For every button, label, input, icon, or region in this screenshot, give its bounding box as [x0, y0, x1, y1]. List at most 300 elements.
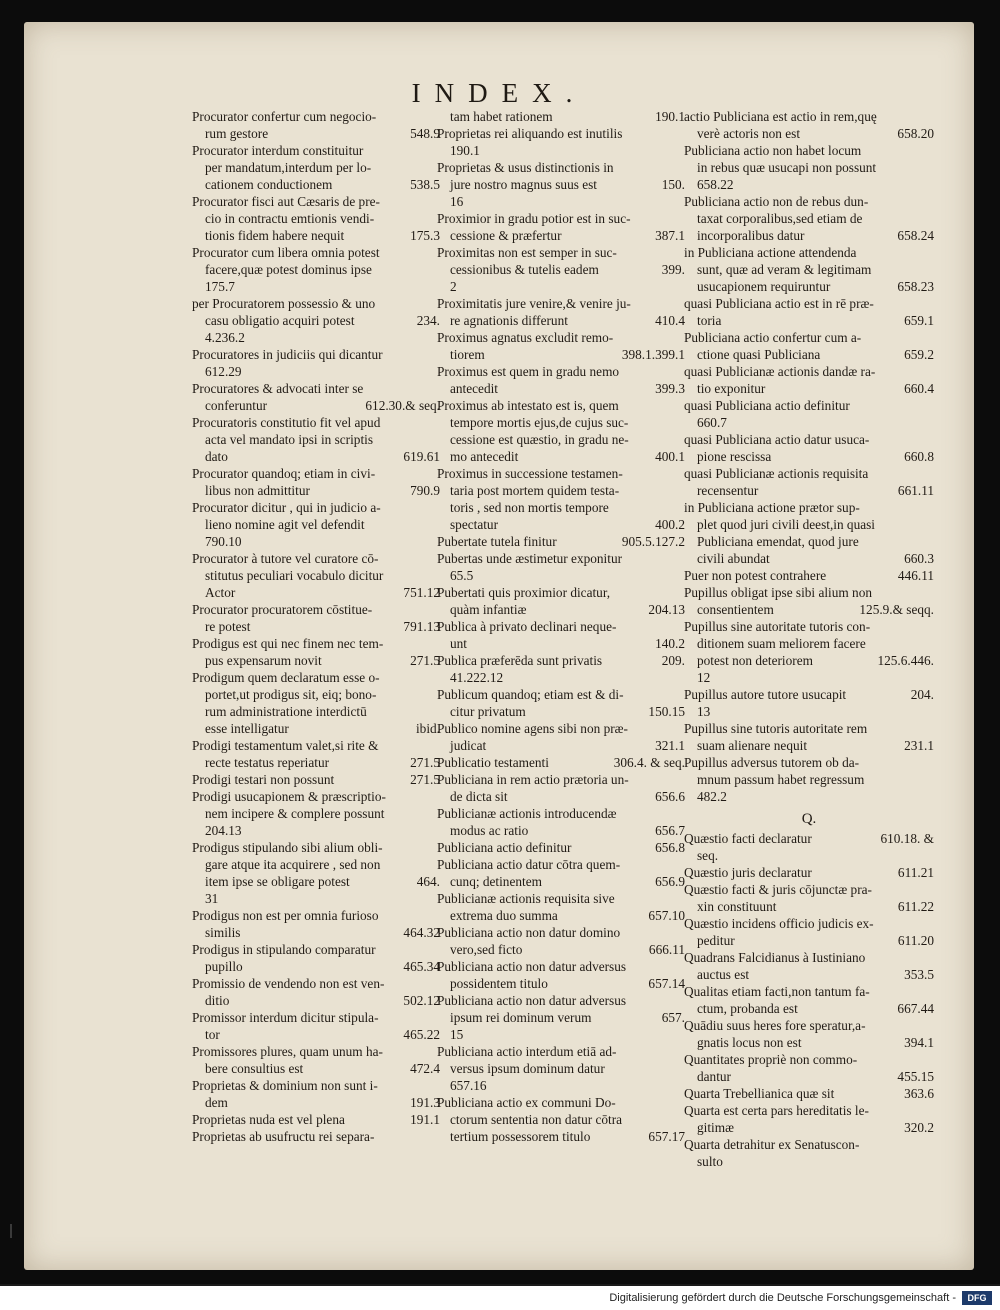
- entry-text: 65.5: [450, 568, 474, 583]
- index-entry-line: [684, 703, 934, 720]
- index-entry-line: [192, 465, 440, 482]
- index-entry-line: [192, 703, 440, 720]
- index-entry-line: [437, 941, 685, 958]
- index-entry-line: [684, 847, 934, 864]
- entry-text: quàm infantiæ: [450, 602, 527, 617]
- entry-text: cationem conductionem: [205, 177, 333, 192]
- entry-page-ref: 905.5.127.2: [621, 534, 685, 549]
- entry-text: Quādiu suus heres fore speratur,a-: [684, 1018, 866, 1033]
- entry-page-ref: 612.30.& seq.: [365, 398, 440, 413]
- index-entry-line: [684, 771, 934, 788]
- entry-text: bere consultius est: [205, 1061, 304, 1076]
- index-entry-line: [192, 380, 440, 397]
- index-entry-line: [192, 805, 440, 822]
- index-entry-line: [684, 635, 934, 652]
- entry-page-ref: 660.8: [904, 449, 934, 464]
- entry-text: gnatis locus non est: [697, 1035, 802, 1050]
- entry-text: Pubertas unde æstimetur exponitur: [437, 551, 623, 566]
- index-entry-line: [684, 881, 934, 898]
- entry-text: seq.: [697, 848, 719, 863]
- entry-text: tiorem: [450, 347, 485, 362]
- entry-text: Procurator interdum constituitur: [192, 143, 364, 158]
- index-entry-line: [192, 788, 440, 805]
- entry-text: 657.16: [450, 1078, 487, 1093]
- entry-text: Promissores plures, quam unum ha-: [192, 1044, 383, 1059]
- entry-text: ctum, probanda est: [697, 1001, 798, 1016]
- entry-text: Q.: [801, 811, 817, 827]
- index-entry-line: [437, 176, 685, 193]
- index-entry-line: [437, 703, 685, 720]
- entry-text: casu obligatio acquiri potest: [205, 313, 355, 328]
- entry-text: tor: [205, 1027, 220, 1042]
- entry-text: toria: [697, 313, 722, 328]
- entry-page-ref: 660.3: [904, 551, 934, 566]
- entry-text: extrema duo summa: [450, 908, 558, 923]
- entry-text: peditur: [697, 933, 735, 948]
- index-entry-line: [192, 941, 440, 958]
- entry-text: 190.1: [450, 143, 480, 158]
- entry-text: suam alienare nequit: [697, 738, 808, 753]
- index-entry-line: [192, 958, 440, 975]
- entry-text: versus ipsum dominum datur: [450, 1061, 605, 1076]
- entry-text: Procurator procuratorem cōstitue-: [192, 602, 373, 617]
- entry-text: pupillo: [205, 959, 243, 974]
- index-entry-line: [192, 1026, 440, 1043]
- index-entry-line: [684, 601, 934, 618]
- index-entry-line: [684, 898, 934, 915]
- entry-page-ref: 656.7: [655, 823, 685, 838]
- entry-text: jure nostro magnus suus est: [450, 177, 597, 192]
- entry-page-ref: 657.17: [648, 1129, 685, 1144]
- index-entry-line: [437, 482, 685, 499]
- index-entry-line: [437, 567, 685, 584]
- entry-page-ref: 320.2: [904, 1120, 934, 1135]
- index-entry-line: [192, 1111, 440, 1128]
- entry-text: Prodigi usucapionem & præscriptio-: [192, 789, 386, 804]
- index-entry-line: [684, 142, 934, 159]
- entry-page-ref: 400.1: [655, 449, 685, 464]
- entry-page-ref: 306.4. & seq.: [613, 755, 685, 770]
- entry-text: Proximitas non est semper in suc-: [437, 245, 617, 260]
- entry-text: Actor: [205, 585, 236, 600]
- entry-page-ref: 659.1: [904, 313, 934, 328]
- index-entry-line: [437, 618, 685, 635]
- index-entry-line: [684, 278, 934, 295]
- entry-page-ref: 464.: [416, 874, 440, 889]
- index-entry-line: [437, 465, 685, 482]
- index-entry-line: [684, 737, 934, 754]
- entry-page-ref: 619.61: [403, 449, 440, 464]
- entry-text: gare atque ita acquirere , sed non: [205, 857, 381, 872]
- entry-text: dem: [205, 1095, 228, 1110]
- entry-page-ref: 502.12: [403, 993, 440, 1008]
- index-entry-line: [684, 788, 934, 805]
- entry-page-ref: 231.1: [904, 738, 934, 753]
- index-entry-line: [437, 1026, 685, 1043]
- entry-page-ref: ibid.: [415, 721, 440, 736]
- index-entry-line: [192, 363, 440, 380]
- entry-text: Pupillus obligat ipse sibi alium non: [684, 585, 873, 600]
- entry-text: Promissio de vendendo non est ven-: [192, 976, 385, 991]
- entry-text: taria post mortem quidem testa-: [450, 483, 620, 498]
- entry-text: Proximior in gradu potior est in suc-: [437, 211, 631, 226]
- entry-text: Prodigus non est per omnia furioso: [192, 908, 379, 923]
- entry-text: Proximus est quem in gradu nemo: [437, 364, 620, 379]
- entry-text: Prodigus est qui nec finem nec tem-: [192, 636, 384, 651]
- entry-text: Publiciana actio definitur: [437, 840, 572, 855]
- entry-text: spectatur: [450, 517, 498, 532]
- entry-page-ref: 191.3: [410, 1095, 440, 1110]
- index-entry-line: [437, 448, 685, 465]
- index-entry-line: [684, 210, 934, 227]
- entry-page-ref: 657.14: [648, 976, 685, 991]
- index-entry-line: [192, 431, 440, 448]
- index-entry-line: [437, 907, 685, 924]
- index-entry-line: [684, 244, 934, 261]
- entry-text: Proximitatis jure venire,& venire ju-: [437, 296, 631, 311]
- entry-text: civili abundat: [697, 551, 770, 566]
- entry-text: pus expensarum novit: [205, 653, 322, 668]
- entry-text: incorporalibus datur: [697, 228, 805, 243]
- entry-text: Quæstio incidens officio judicis ex-: [684, 916, 874, 931]
- entry-text: in Publiciana actione prætor sup-: [684, 500, 860, 515]
- entry-text: Publiciana actio non de rebus dun-: [684, 194, 869, 209]
- entry-page-ref: 790.9: [410, 483, 440, 498]
- entry-text: Prodigi testari non possunt: [192, 772, 335, 787]
- index-entry-line: [192, 397, 440, 414]
- entry-text: Proprietas & usus distinctionis in: [437, 160, 614, 175]
- entry-text: portet,ut prodigus sit, eiq; bono-: [205, 687, 377, 702]
- entry-page-ref: 446.11: [897, 568, 934, 583]
- entry-text: Publiciana actio ex communi Do-: [437, 1095, 616, 1110]
- entry-text: usucapionem requiruntur: [697, 279, 831, 294]
- entry-text: auctus est: [697, 967, 750, 982]
- index-entry-line: [437, 295, 685, 312]
- index-entry-line: [192, 482, 440, 499]
- index-entry-line: [684, 1136, 934, 1153]
- index-entry-line: [192, 550, 440, 567]
- entry-page-ref: 656.6: [655, 789, 685, 804]
- page-edge-mark: [10, 1224, 12, 1238]
- index-entry-line: [437, 737, 685, 754]
- index-entry-line: [192, 771, 440, 788]
- index-entry-line: [192, 108, 440, 125]
- index-entry-line: [684, 312, 934, 329]
- index-entry-line: [684, 932, 934, 949]
- entry-text: ditio: [205, 993, 230, 1008]
- index-entry-line: [437, 873, 685, 890]
- entry-text: Publica præferēda sunt privatis: [437, 653, 603, 668]
- index-entry-line: [192, 516, 440, 533]
- entry-text: rum administratione interdictū: [205, 704, 367, 719]
- entry-text: tertium possessorem titulo: [450, 1129, 591, 1144]
- index-entry-line: [192, 1094, 440, 1111]
- index-entry-line: [192, 924, 440, 941]
- entry-text: quasi Publiciana actio est in rē præ-: [684, 296, 874, 311]
- index-entry-line: [437, 720, 685, 737]
- index-entry-line: [437, 584, 685, 601]
- index-entry-line: [192, 635, 440, 652]
- entry-text: Proximus agnatus excludit remo-: [437, 330, 614, 345]
- index-entry-line: [437, 193, 685, 210]
- entry-text: Procuratores & advocati inter se: [192, 381, 364, 396]
- index-entry-line: [684, 1017, 934, 1034]
- entry-text: ctione quasi Publiciana: [697, 347, 821, 362]
- entry-text: plet quod juri civili deest,in quasi: [697, 517, 876, 532]
- entry-text: nem incipere & complere possunt: [205, 806, 385, 821]
- entry-text: quasi Publiciana actio datur usuca-: [684, 432, 870, 447]
- index-entry-line: [437, 635, 685, 652]
- entry-text: Proprietas & dominium non sunt i-: [192, 1078, 378, 1093]
- entry-text: conferuntur: [205, 398, 268, 413]
- entry-page-ref: 751.12: [403, 585, 440, 600]
- entry-text: stitutus peculiari vocabulo dicitur: [205, 568, 384, 583]
- entry-page-ref: 204.13: [648, 602, 685, 617]
- entry-page-ref: 399.3: [655, 381, 685, 396]
- index-entry-line: [192, 601, 440, 618]
- index-entry-line: [684, 380, 934, 397]
- index-entry-line: [437, 924, 685, 941]
- index-entry-line: [437, 856, 685, 873]
- entry-text: re potest: [205, 619, 251, 634]
- index-entry-line: [684, 193, 934, 210]
- entry-text: Proprietas ab usufructu rei separa-: [192, 1129, 375, 1144]
- entry-text: rum gestore: [205, 126, 269, 141]
- entry-text: per mandatum,interdum per lo-: [205, 160, 372, 175]
- entry-page-ref: 125.6.446.: [877, 653, 934, 668]
- entry-page-ref: 657.: [661, 1010, 685, 1025]
- entry-text: 660.7: [697, 415, 727, 430]
- entry-text: Procurator cum libera omnia potest: [192, 245, 380, 260]
- index-entry-line: [192, 1060, 440, 1077]
- book-page: [24, 22, 974, 1270]
- entry-page-ref: 400.2: [655, 517, 685, 532]
- index-entry-line: [684, 397, 934, 414]
- entry-page-ref: 666.11: [648, 942, 685, 957]
- index-entry-line: [684, 227, 934, 244]
- entry-text: recensentur: [697, 483, 759, 498]
- entry-text: 204.13: [205, 823, 242, 838]
- entry-page-ref: 363.6: [904, 1086, 934, 1101]
- index-entry-line: [437, 601, 685, 618]
- index-entry-line: [684, 1153, 934, 1170]
- entry-text: 482.2: [697, 789, 727, 804]
- entry-text: cunq; detinentem: [450, 874, 542, 889]
- index-entry-line: [684, 108, 934, 125]
- entry-text: Publiciana actio non habet locum: [684, 143, 862, 158]
- entry-page-ref: 611.20: [897, 933, 934, 948]
- entry-page-ref: 353.5: [904, 967, 934, 982]
- index-entry-line: [437, 159, 685, 176]
- entry-page-ref: 455.15: [897, 1069, 934, 1084]
- entry-text: Pupillus sine tutoris autoritate rem: [684, 721, 868, 736]
- entry-page-ref: 791.13: [403, 619, 440, 634]
- index-entry-line: [684, 864, 934, 881]
- entry-text: Publiciana actio interdum etiā ad-: [437, 1044, 617, 1059]
- entry-text: Procurator fisci aut Cæsaris de pre-: [192, 194, 380, 209]
- entry-page-ref: 656.8: [655, 840, 685, 855]
- entry-text: recte testatus reperiatur: [205, 755, 330, 770]
- index-entry-line: [192, 907, 440, 924]
- entry-page-ref: 321.1: [655, 738, 685, 753]
- entry-text: ipsum rei dominum verum: [450, 1010, 592, 1025]
- entry-page-ref: 610.18. &: [880, 831, 934, 846]
- entry-text: in Publiciana actione attendenda: [684, 245, 857, 260]
- entry-page-ref: 271.5: [410, 772, 440, 787]
- entry-text: Quarta est certa pars hereditatis le-: [684, 1103, 869, 1118]
- index-entry-line: [437, 788, 685, 805]
- entry-page-ref: 611.22: [897, 899, 934, 914]
- entry-text: Qualitas etiam facti,non tantum fa-: [684, 984, 870, 999]
- index-entry-line: [437, 380, 685, 397]
- index-entry-line: [192, 159, 440, 176]
- entry-page-ref: 398.1.399.1: [621, 347, 685, 362]
- entry-text: mnum passum habet regressum: [697, 772, 865, 787]
- index-entry-line: [684, 499, 934, 516]
- entry-text: xin constituunt: [697, 899, 777, 914]
- entry-page-ref: 667.44: [897, 1001, 934, 1016]
- entry-text: tam habet rationem: [450, 109, 553, 124]
- entry-text: unt: [450, 636, 467, 651]
- entry-text: actio Publiciana est actio in rem,quę: [684, 109, 877, 124]
- entry-page-ref: 394.1: [904, 1035, 934, 1050]
- index-entry-line: [437, 414, 685, 431]
- index-entry-line: [437, 1094, 685, 1111]
- index-entry-line: [192, 176, 440, 193]
- entry-text: Publicatio testamenti: [437, 755, 549, 770]
- index-entry-line: [192, 618, 440, 635]
- entry-text: 12: [697, 670, 711, 685]
- index-entry-line: [192, 346, 440, 363]
- index-entry-line: [684, 584, 934, 601]
- entry-text: 612.29: [205, 364, 242, 379]
- index-entry-line: [192, 1128, 440, 1145]
- index-entry-line: [684, 1119, 934, 1136]
- entry-text: Procurator quandoq; etiam in civi-: [192, 466, 376, 481]
- entry-text: de dicta sit: [450, 789, 508, 804]
- entry-text: pione rescissa: [697, 449, 772, 464]
- entry-text: cio in contractu emtionis vendi-: [205, 211, 375, 226]
- index-entry-line: [437, 142, 685, 159]
- index-entry-line: [684, 567, 934, 584]
- entry-text: Publiciana in rem actio prætoria un-: [437, 772, 629, 787]
- index-entry-line: [192, 669, 440, 686]
- entry-text: 16: [450, 194, 464, 209]
- index-entry-line: [192, 567, 440, 584]
- entry-text: Quæstio juris declaratur: [684, 865, 812, 880]
- entry-text: Pupillus autore tutore usucapit: [684, 687, 847, 702]
- entry-text: item ipse se obligare potest: [205, 874, 350, 889]
- index-entry-line: [192, 312, 440, 329]
- index-entry-line: [684, 669, 934, 686]
- entry-text: Quarta Trebellianica quæ sit: [684, 1086, 835, 1101]
- entry-page-ref: 611.21: [897, 865, 934, 880]
- footer-bar: [0, 1286, 1000, 1310]
- index-entry-line: [192, 244, 440, 261]
- index-entry-line: [192, 533, 440, 550]
- index-entry-line: [192, 499, 440, 516]
- index-entry-line: [437, 686, 685, 703]
- entry-text: 2: [450, 279, 457, 294]
- entry-text: Proximus in successione testamen-: [437, 466, 623, 481]
- entry-text: tionis fidem habere nequit: [205, 228, 345, 243]
- entry-text: Quadrans Falcidianus à Iustiniano: [684, 950, 866, 965]
- index-entry-line: [192, 584, 440, 601]
- entry-text: sulto: [697, 1154, 723, 1169]
- index-entry-line: [684, 1000, 934, 1017]
- index-column-2: [437, 108, 685, 1145]
- dfg-logo: DFG: [962, 1291, 992, 1305]
- entry-text: Proximus ab intestato est is, quem: [437, 398, 619, 413]
- index-entry-line: [192, 737, 440, 754]
- entry-text: Publicianæ actionis introducendæ: [437, 806, 617, 821]
- index-entry-line: [684, 652, 934, 669]
- index-entry-line: [192, 1043, 440, 1060]
- index-entry-line: [192, 754, 440, 771]
- index-entry-line: [192, 142, 440, 159]
- entry-page-ref: 175.3: [410, 228, 440, 243]
- entry-text: 790.10: [205, 534, 242, 549]
- index-entry-line: [684, 618, 934, 635]
- entry-text: antecedit: [450, 381, 498, 396]
- entry-text: tio exponitur: [697, 381, 766, 396]
- index-entry-line: [437, 397, 685, 414]
- entry-text: modus ac ratio: [450, 823, 529, 838]
- index-entry-line: [437, 363, 685, 380]
- index-entry-line: [684, 830, 934, 847]
- entry-text: 13: [697, 704, 711, 719]
- entry-text: citur privatum: [450, 704, 526, 719]
- entry-page-ref: 140.2: [655, 636, 685, 651]
- index-entry-line: [684, 1051, 934, 1068]
- index-entry-line: [192, 278, 440, 295]
- entry-text: 658.22: [697, 177, 734, 192]
- entry-text: toris , sed non mortis tempore: [450, 500, 609, 515]
- index-entry-line: [437, 1077, 685, 1094]
- index-entry-line: [684, 720, 934, 737]
- entry-text: 175.7: [205, 279, 235, 294]
- entry-text: Quantitates propriè non commo-: [684, 1052, 858, 1067]
- index-entry-line: [684, 966, 934, 983]
- entry-page-ref: 125.9.& seqq.: [859, 602, 934, 617]
- entry-text: ctorum sententia non datur cōtra: [450, 1112, 623, 1127]
- entry-text: mo antecedit: [450, 449, 519, 464]
- entry-page-ref: 150.15: [648, 704, 685, 719]
- index-entry-line: [684, 1102, 934, 1119]
- index-entry-line: [684, 949, 934, 966]
- entry-page-ref: 465.22: [403, 1027, 440, 1042]
- index-entry-line: [192, 329, 440, 346]
- entry-text: Prodigus in stipulando comparatur: [192, 942, 376, 957]
- index-entry-line: [684, 125, 934, 142]
- entry-text: acta vel mandato ipsi in scriptis: [205, 432, 374, 447]
- entry-text: taxat corporalibus,sed etiam de: [697, 211, 863, 226]
- entry-text: libus non admittitur: [205, 483, 310, 498]
- index-column-3: [684, 108, 934, 1170]
- entry-page-ref: 658.20: [897, 126, 934, 141]
- index-entry-line: [437, 550, 685, 567]
- index-entry-line: [684, 448, 934, 465]
- entry-text: vero,sed ficto: [450, 942, 523, 957]
- index-entry-line: [437, 261, 685, 278]
- index-entry-line: [437, 754, 685, 771]
- index-entry-line: [684, 1034, 934, 1051]
- entry-page-ref: 150.: [661, 177, 685, 192]
- entry-text: Publica à privato declinari neque-: [437, 619, 617, 634]
- index-entry-line: [437, 1043, 685, 1060]
- index-entry-line: [684, 329, 934, 346]
- index-entry-line: [437, 125, 685, 142]
